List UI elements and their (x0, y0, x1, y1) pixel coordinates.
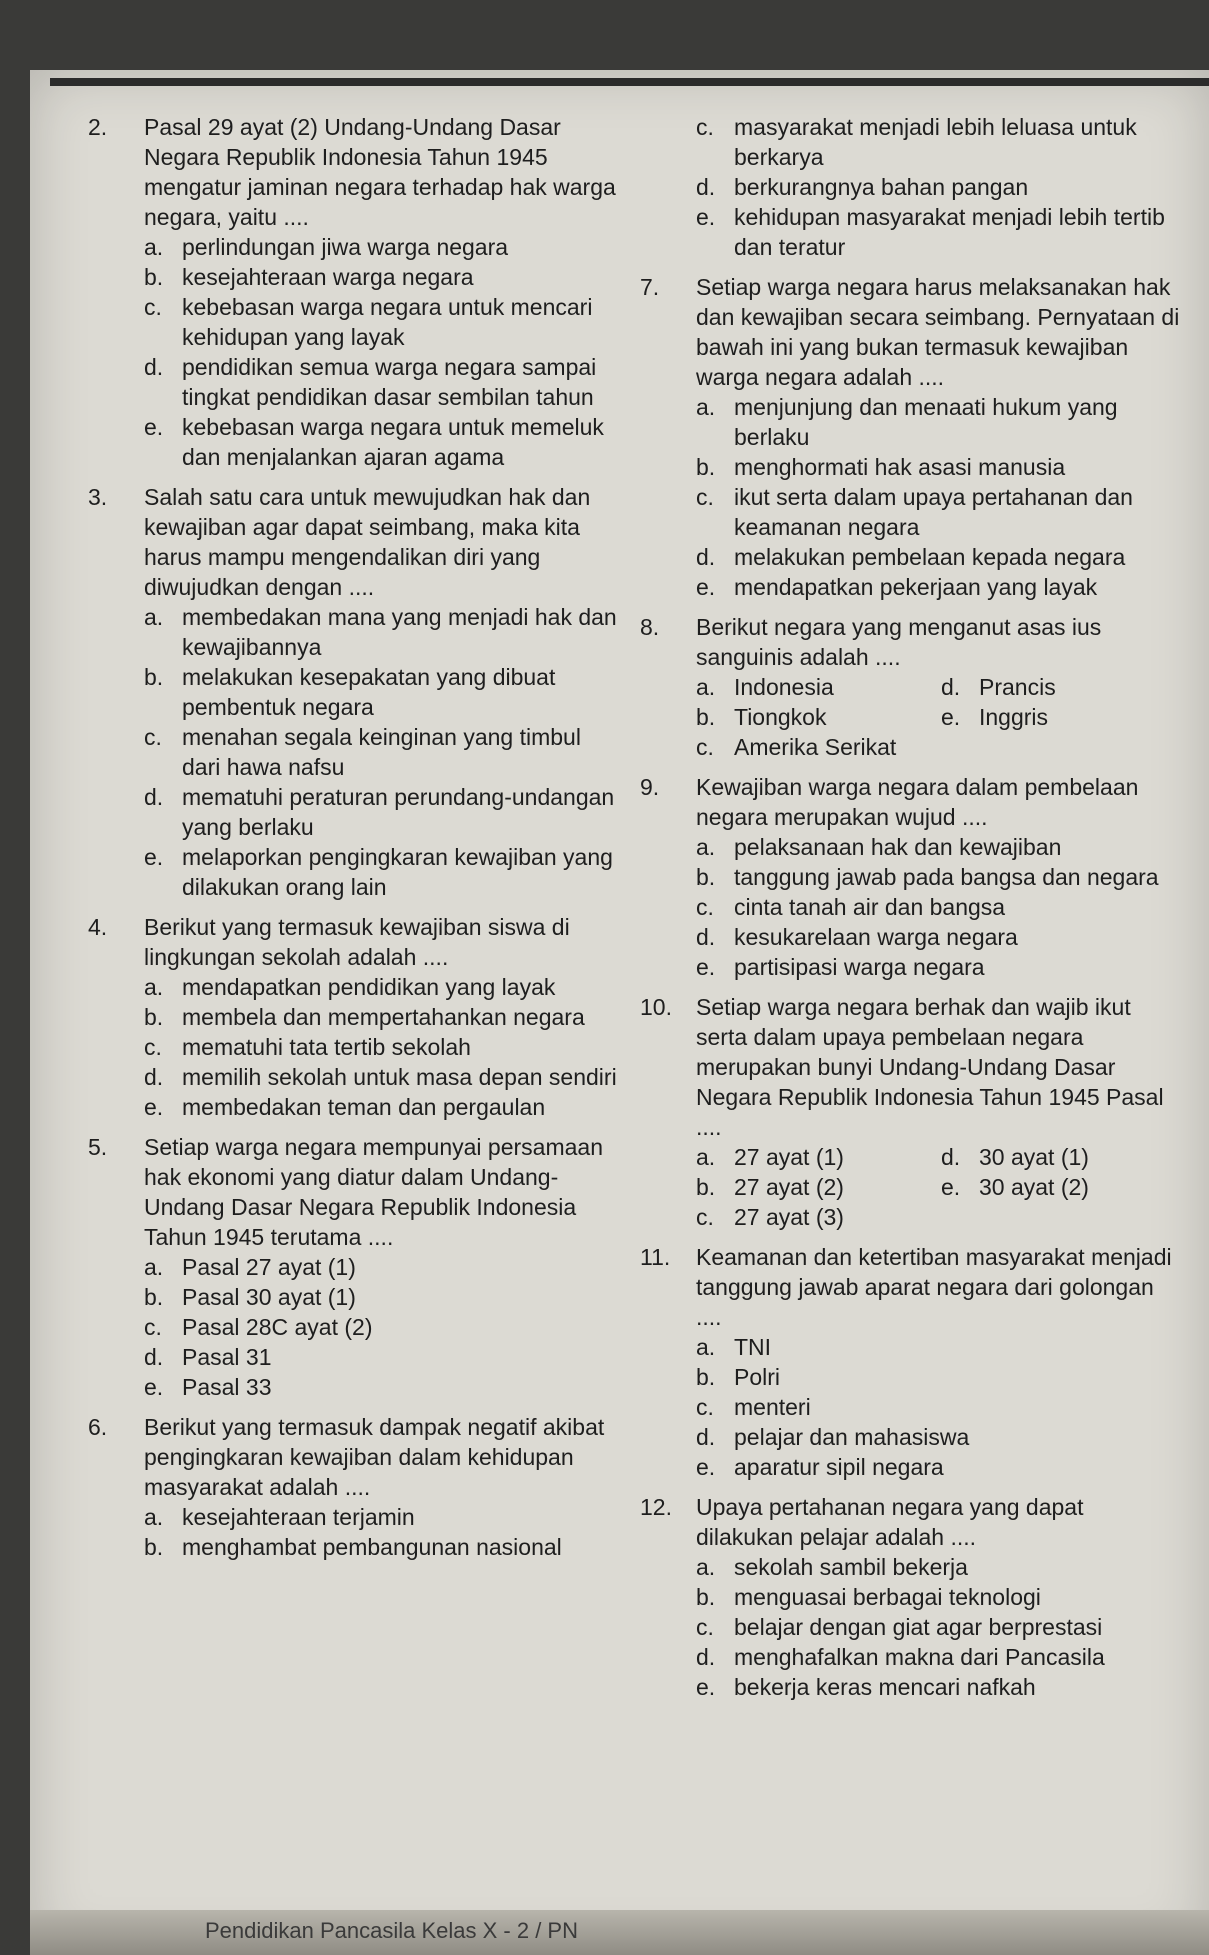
option-text: Pasal 28C ayat (2) (182, 1314, 373, 1340)
option-letter: b. (144, 664, 164, 690)
question-options (144, 1252, 618, 1402)
option-text: membedakan teman dan pergaulan (182, 1094, 546, 1120)
answer-option (144, 1502, 618, 1532)
right-questions (640, 272, 1180, 1702)
option-letter: b. (144, 264, 164, 290)
question-number: 6. (88, 1414, 108, 1440)
question-stem: Setiap warga negara berhak dan wajib ikut serta dalam upaya pembelaan negara merupakan bunyi Undang-Undang Dasar Negara Republik Indonesia Tahun 1945 Pasal .... (696, 994, 1164, 1140)
option-letter: c. (696, 484, 714, 510)
answer-option (696, 672, 941, 702)
answer-option (144, 262, 618, 292)
option-letter: e. (696, 1454, 716, 1480)
answer-option (696, 1552, 1180, 1582)
option-letter: c. (144, 1034, 162, 1060)
question (640, 992, 1180, 1232)
option-letter: a. (696, 1144, 716, 1170)
option-letter: b. (696, 1174, 716, 1200)
option-letter: a. (696, 1554, 716, 1580)
option-letter: d. (144, 784, 164, 810)
question-options (696, 1142, 1180, 1232)
question-number: 8. (640, 614, 660, 640)
option-text: pelajar dan mahasiswa (734, 1424, 970, 1450)
question-number: 3. (88, 484, 108, 510)
answer-option (696, 702, 941, 732)
option-letter: a. (696, 394, 716, 420)
answer-option (144, 1092, 618, 1122)
option-text: menghafalkan makna dari Pancasila (734, 1644, 1105, 1670)
answer-option (144, 1252, 618, 1282)
question (640, 272, 1180, 602)
answer-option (144, 1062, 618, 1092)
option-text: tanggung jawab pada bangsa dan negara (734, 864, 1159, 890)
question (640, 1492, 1180, 1702)
option-text: menteri (734, 1394, 811, 1420)
question-number: 4. (88, 914, 108, 940)
question-number: 2. (88, 114, 108, 140)
option-text: belajar dengan giat agar berprestasi (734, 1614, 1103, 1640)
answer-option (144, 722, 618, 782)
answer-option (696, 542, 1180, 572)
option-letter: d. (144, 354, 164, 380)
option-text: kesejahteraan terjamin (182, 1504, 415, 1530)
option-letter: e. (696, 1674, 716, 1700)
answer-option (941, 1142, 1186, 1172)
question-number: 9. (640, 774, 660, 800)
option-text: aparatur sipil negara (734, 1454, 944, 1480)
question-number: 10. (640, 994, 672, 1020)
answer-option (696, 952, 1180, 982)
option-letter: e. (696, 954, 716, 980)
answer-option (144, 842, 618, 902)
option-text: kebebasan warga negara untuk memeluk dan menjalankan ajaran agama (182, 414, 604, 470)
option-letter: a. (696, 834, 716, 860)
option-text: Pasal 31 (182, 1344, 272, 1370)
option-letter: e. (696, 574, 716, 600)
answer-option (696, 572, 1180, 602)
option-text: Amerika Serikat (734, 734, 897, 760)
option-text: mendapatkan pekerjaan yang layak (734, 574, 1098, 600)
option-letter: e. (144, 844, 164, 870)
question-stem: Berikut yang termasuk kewajiban siswa di lingkungan sekolah adalah .... (144, 914, 570, 970)
option-letter: c. (696, 1204, 714, 1230)
option-letter: b. (696, 454, 716, 480)
option-letter: d. (696, 1424, 716, 1450)
option-letter: c. (696, 894, 714, 920)
answer-option (696, 452, 1180, 482)
answer-option (144, 412, 618, 472)
answer-option (696, 1422, 1180, 1452)
answer-option (696, 482, 1180, 542)
answer-option (696, 1362, 1180, 1392)
option-letter: c. (696, 734, 714, 760)
answer-option (696, 1672, 1180, 1702)
option-letter: d. (941, 674, 961, 700)
option-text: TNI (734, 1334, 772, 1360)
option-text: kebebasan warga negara untuk mencari kehidupan yang layak (182, 294, 593, 350)
option-text: Polri (734, 1364, 781, 1390)
option-letter: a. (144, 1504, 164, 1530)
option-text: mematuhi peraturan perundang-undangan yang berlaku (182, 784, 615, 840)
option-text: menghormati hak asasi manusia (734, 454, 1066, 480)
answer-option (696, 892, 1180, 922)
option-text: menguasai berbagai teknologi (734, 1584, 1041, 1610)
answer-option (696, 1582, 1180, 1612)
answer-option (941, 702, 1186, 732)
option-letter: c. (696, 114, 714, 140)
option-text: perlindungan jiwa warga negara (182, 234, 509, 260)
question (88, 112, 618, 472)
option-text: 27 ayat (3) (734, 1204, 844, 1230)
question-stem: Berikut negara yang menganut asas ius sanguinis adalah .... (696, 614, 1102, 670)
option-text: mendapatkan pendidikan yang layak (182, 974, 556, 1000)
question (88, 1412, 618, 1562)
option-letter: d. (144, 1064, 164, 1090)
question (88, 482, 618, 902)
question-stem: Kewajiban warga negara dalam pembelaan negara merupakan wujud .... (696, 774, 1139, 830)
option-letter: c. (144, 294, 162, 320)
option-text: 27 ayat (2) (734, 1174, 844, 1200)
option-text: Prancis (979, 674, 1056, 700)
question-options (144, 602, 618, 902)
page-footer: Pendidikan Pancasila Kelas X - 2 / PN (205, 1918, 578, 1943)
option-letter: c. (696, 1394, 714, 1420)
option-letter: d. (941, 1144, 961, 1170)
answer-option (696, 1332, 1180, 1362)
answer-option (696, 1202, 941, 1232)
option-text: cinta tanah air dan bangsa (734, 894, 1006, 920)
option-letter: a. (144, 1254, 164, 1280)
option-text: masyarakat menjadi lebih leluasa untuk berkarya (734, 114, 1137, 170)
option-text: memilih sekolah untuk masa depan sendiri (182, 1064, 617, 1090)
answer-option (696, 392, 1180, 452)
answer-option (144, 782, 618, 842)
answer-option (696, 1642, 1180, 1672)
question-stem: Pasal 29 ayat (2) Undang-Undang Dasar Negara Republik Indonesia Tahun 1945 mengatur jaminan negara terhadap hak warga negara, yaitu .... (144, 114, 616, 230)
answer-option (144, 232, 618, 262)
option-letter: d. (696, 544, 716, 570)
option-text: Inggris (979, 704, 1049, 730)
option-letter: c. (696, 1614, 714, 1640)
option-text: menghambat pembangunan nasional (182, 1534, 562, 1560)
option-letter: a. (144, 234, 164, 260)
option-text: mematuhi tata tertib sekolah (182, 1034, 471, 1060)
answer-option (696, 922, 1180, 952)
option-letter: a. (696, 1334, 716, 1360)
option-text: melaporkan pengingkaran kewajiban yang dilakukan orang lain (182, 844, 613, 900)
option-letter: b. (144, 1004, 164, 1030)
option-letter: e. (144, 414, 164, 440)
option-text: menjunjung dan menaati hukum yang berlaku (734, 394, 1118, 450)
answer-option (696, 202, 1180, 262)
option-text: melakukan pembelaan kepada negara (734, 544, 1126, 570)
option-letter: c. (144, 1314, 162, 1340)
question-options (696, 672, 1180, 762)
left-column (88, 112, 618, 1572)
answer-option (144, 352, 618, 412)
question (88, 912, 618, 1122)
option-text: kesukarelaan warga negara (734, 924, 1018, 950)
option-letter: e. (144, 1374, 164, 1400)
option-text: berkurangnya bahan pangan (734, 174, 1029, 200)
question-stem: Setiap warga negara harus melaksanakan hak dan kewajiban secara seimbang. Pernyataan di bawah ini yang bukan termasuk kewajiban warga negara adalah .... (696, 274, 1180, 390)
option-letter: e. (144, 1094, 164, 1120)
option-letter: e. (941, 704, 961, 730)
option-text: 30 ayat (2) (979, 1174, 1089, 1200)
question-options (696, 1332, 1180, 1482)
option-text: Tiongkok (734, 704, 827, 730)
option-text: kesejahteraan warga negara (182, 264, 474, 290)
question (640, 772, 1180, 982)
question-stem: Upaya pertahanan negara yang dapat dilakukan pelajar adalah .... (696, 1494, 1084, 1550)
option-letter: b. (144, 1534, 164, 1560)
option-text: Pasal 27 ayat (1) (182, 1254, 356, 1280)
option-letter: e. (941, 1174, 961, 1200)
option-letter: a. (144, 974, 164, 1000)
answer-option (144, 1342, 618, 1372)
option-letter: b. (696, 1364, 716, 1390)
answer-option (144, 1032, 618, 1062)
question-number: 7. (640, 274, 660, 300)
question-number: 11. (640, 1244, 671, 1270)
option-letter: d. (144, 1344, 164, 1370)
option-letter: e. (696, 204, 716, 230)
answer-option (696, 1452, 1180, 1482)
question-stem: Salah satu cara untuk mewujudkan hak dan kewajiban agar dapat seimbang, maka kita harus mampu mengendalikan diri yang diwujudkan dengan .... (144, 484, 591, 600)
question (640, 1242, 1180, 1482)
option-text: sekolah sambil bekerja (734, 1554, 968, 1580)
question-options (696, 832, 1180, 982)
answer-option (696, 832, 1180, 862)
answer-option (144, 1282, 618, 1312)
option-text: kehidupan masyarakat menjadi lebih tertib dan teratur (734, 204, 1165, 260)
option-text: 27 ayat (1) (734, 1144, 844, 1170)
answer-option (696, 1612, 1180, 1642)
option-text: partisipasi warga negara (734, 954, 985, 980)
question-stem: Setiap warga negara mempunyai persamaan hak ekonomi yang diatur dalam Undang-Undang Dasar Negara Republik Indonesia Tahun 1945 terutama .... (144, 1134, 603, 1250)
answer-option (696, 1142, 941, 1172)
option-letter: b. (144, 1284, 164, 1310)
option-text: pendidikan semua warga negara sampai tingkat pendidikan dasar sembilan tahun (182, 354, 597, 410)
option-text: ikut serta dalam upaya pertahanan dan keamanan negara (734, 484, 1133, 540)
top-border (50, 78, 1209, 86)
answer-option (696, 112, 1180, 172)
option-text: membela dan mempertahankan negara (182, 1004, 585, 1030)
option-letter: a. (144, 604, 164, 630)
answer-option (144, 1312, 618, 1342)
question-options (696, 1552, 1180, 1702)
answer-option (941, 672, 1186, 702)
option-letter: b. (696, 1584, 716, 1610)
option-text: membedakan mana yang menjadi hak dan kewajibannya (182, 604, 617, 660)
option-letter: a. (696, 674, 716, 700)
option-text: Pasal 33 (182, 1374, 272, 1400)
question-options (696, 392, 1180, 602)
option-text: 30 ayat (1) (979, 1144, 1089, 1170)
option-text: Pasal 30 ayat (1) (182, 1284, 356, 1310)
answer-option (144, 1372, 618, 1402)
option-letter: d. (696, 1644, 716, 1670)
question-options (144, 972, 618, 1122)
answer-option (696, 172, 1180, 202)
option-letter: d. (696, 174, 716, 200)
answer-option (696, 1392, 1180, 1422)
right-column (640, 112, 1180, 1712)
option-text: bekerja keras mencari nafkah (734, 1674, 1036, 1700)
option-text: pelaksanaan hak dan kewajiban (734, 834, 1062, 860)
option-text: Indonesia (734, 674, 834, 700)
answer-option (144, 1532, 618, 1562)
option-letter: b. (696, 704, 716, 730)
option-letter: b. (696, 864, 716, 890)
option-text: menahan segala keinginan yang timbul dari hawa nafsu (182, 724, 581, 780)
answer-option (144, 972, 618, 1002)
answer-option (696, 1172, 941, 1202)
question (640, 612, 1180, 762)
answer-option (144, 1002, 618, 1032)
answer-option (696, 862, 1180, 892)
answer-option (144, 292, 618, 352)
answer-option (144, 602, 618, 662)
question-number: 5. (88, 1134, 108, 1160)
option-letter: c. (144, 724, 162, 750)
option-text: melakukan kesepakatan yang dibuat pembentuk negara (182, 664, 556, 720)
question-options (144, 232, 618, 472)
question-stem: Keamanan dan ketertiban masyarakat menjadi tanggung jawab aparat negara dari golongan .... (696, 1244, 1172, 1330)
answer-option (941, 1172, 1186, 1202)
question-stem: Berikut yang termasuk dampak negatif akibat pengingkaran kewajiban dalam kehidupan masyarakat adalah .... (144, 1414, 605, 1500)
question-number: 12. (640, 1494, 672, 1520)
question-6-options-continued (696, 112, 1180, 262)
answer-option (144, 662, 618, 722)
question (88, 1132, 618, 1402)
question-options (144, 1502, 618, 1562)
answer-option (696, 732, 941, 762)
option-letter: d. (696, 924, 716, 950)
